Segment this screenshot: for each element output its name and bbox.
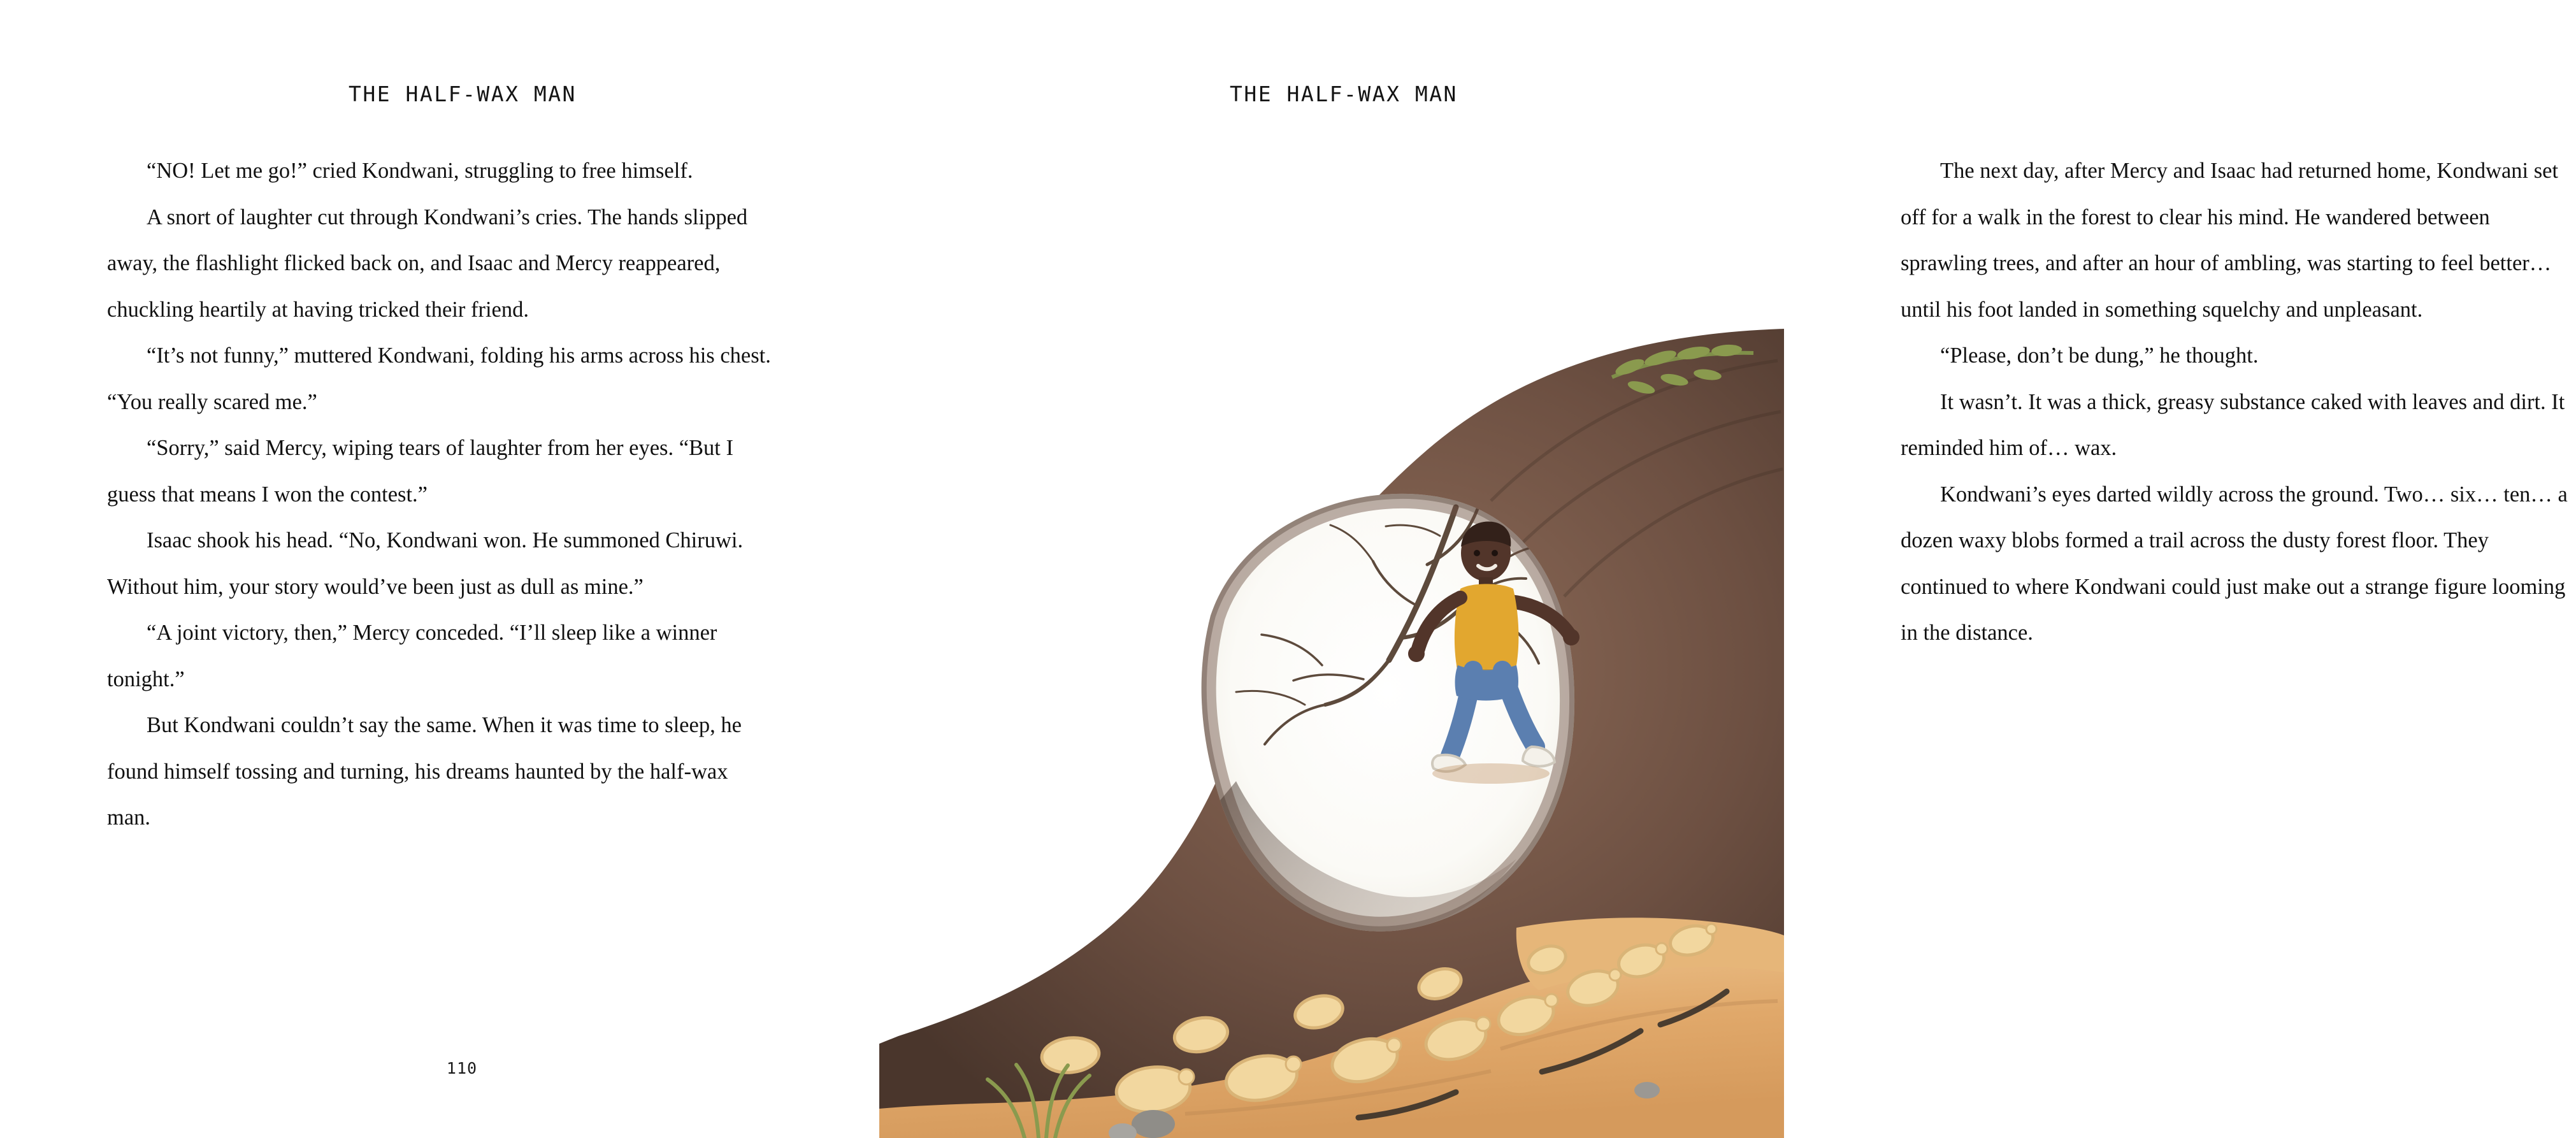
left-page-text-column — [107, 148, 776, 841]
paragraph: “NO! Let me go!” cried Kondwani, struggling to free himself. — [147, 159, 693, 183]
page-number-left: 110 — [446, 1059, 478, 1077]
paragraph: But Kondwani couldn’t say the same. When it was time to sleep, he found himself tossing and turning, his dreams haunted by the half-wax man. — [107, 713, 742, 830]
right-page-text-column — [1901, 148, 2576, 656]
right-page — [892, 0, 2568, 1138]
paragraph: “Please, don’t be dung,” he thought. — [1940, 343, 2259, 368]
running-head-right: THE HALF-WAX MAN — [1230, 82, 1458, 106]
running-head-left: THE HALF-WAX MAN — [349, 82, 577, 106]
paragraph: The next day, after Mercy and Isaac had returned home, Kondwani set off for a walk in the forest to clear his mind. He wandered between sprawling trees, and after an hour of ambling, was starting to feel better… until his foot landed in something squelchy and unpleasant. — [1901, 159, 2559, 322]
left-page — [0, 0, 892, 1138]
paragraph: It wasn’t. It was a thick, greasy substance caked with leaves and dirt. It reminded him of… wax. — [1901, 389, 2565, 460]
paragraph: “A joint victory, then,” Mercy conceded. “I’ll sleep like a winner tonight.” — [107, 621, 717, 691]
paragraph: Kondwani’s eyes darted wildly across the ground. Two… six… ten… a dozen waxy blobs formed a trail across the dusty forest floor. They continued to where Kondwani could just make out a strange figure looming in the distance. — [1901, 482, 2568, 645]
paragraph: Isaac shook his head. “No, Kondwani won. He summoned Chiruwi. Without him, your story would’ve been just as dull as mine.” — [107, 528, 744, 599]
paragraph: “Sorry,” said Mercy, wiping tears of laughter from her eyes. “But I guess that means I won the contest.” — [107, 436, 733, 507]
paragraph: A snort of laughter cut through Kondwani’s cries. The hands slipped away, the flashlight flicked back on, and Isaac and Mercy reappeared, chuckling heartily at having tricked their friend. — [107, 205, 748, 322]
paragraph: “It’s not funny,” muttered Kondwani, folding his arms across his chest. “You really scared me.” — [107, 343, 771, 414]
